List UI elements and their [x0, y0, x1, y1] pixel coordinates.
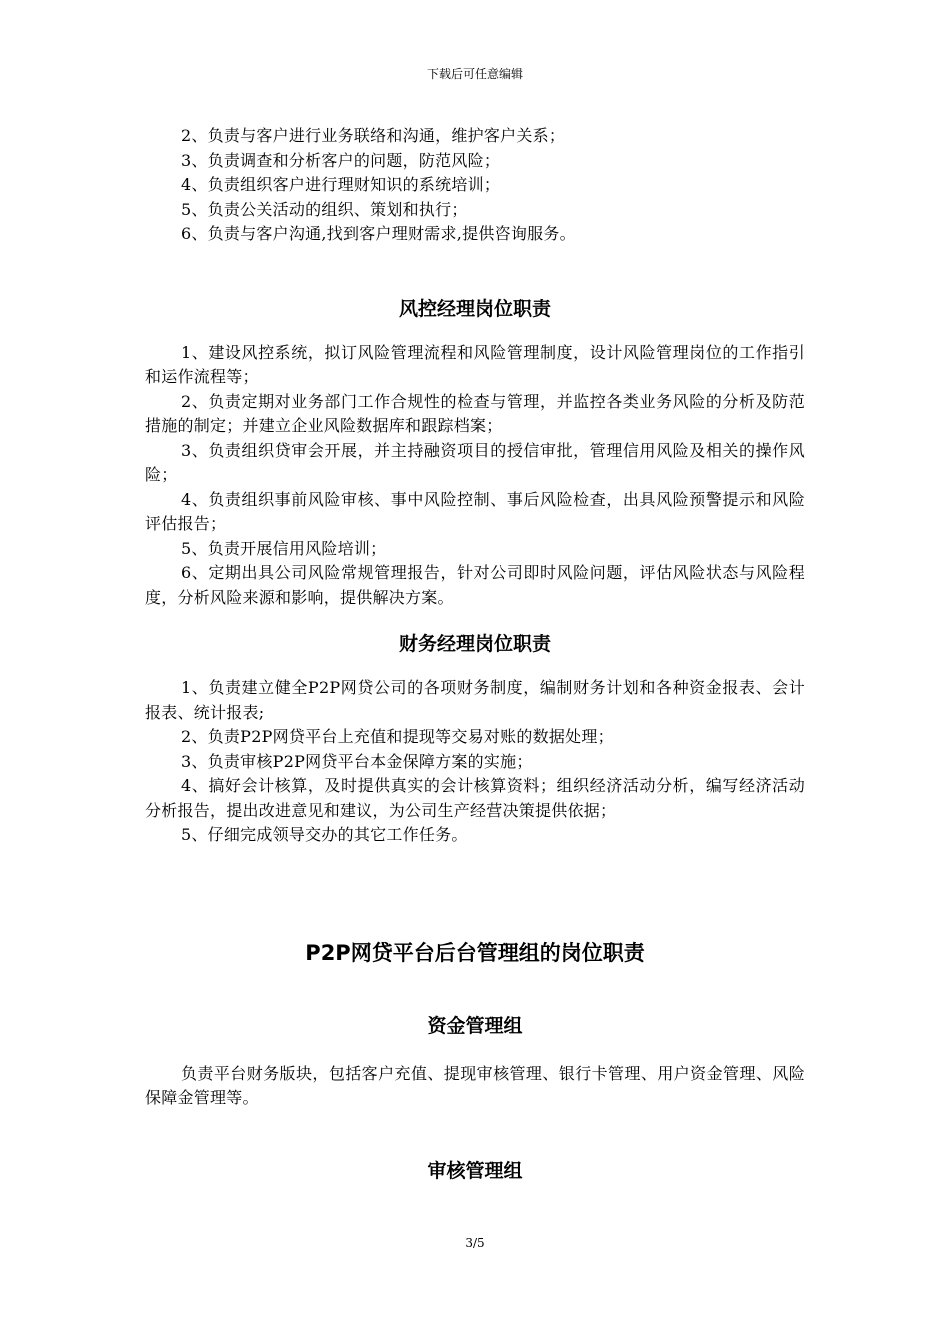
- intro-list: [145, 124, 805, 247]
- list-item: 5、负责开展信用风险培训；: [181, 538, 387, 558]
- finance-manager-title: 财务经理岗位职责: [398, 633, 551, 655]
- list-item: 6、负责与客户沟通,找到客户理财需求,提供咨询服务。: [181, 224, 576, 243]
- funds-group-description: 负责平台财务版块，包括客户充值、提现审核管理、银行卡管理、用户资金管理、风险保障金管理等。: [145, 1063, 805, 1107]
- funds-group-title: 资金管理组: [427, 1014, 523, 1037]
- list-item: 5、仔细完成领导交办的其它工作任务。: [181, 825, 468, 844]
- page-number: 3/5: [465, 1236, 485, 1250]
- page-header: 下载后可任意编辑: [426, 67, 523, 81]
- list-item: 3、负责调查和分析客户的问题，防范风险；: [181, 150, 501, 170]
- list-item: 4、负责组织事前风险审核、事中风险控制、事后风险检查，出具风险预警提示和风险评估报告；: [145, 489, 805, 533]
- list-item: 2、负责P2P网贷平台上充值和提现等交易对账的数据处理；: [181, 727, 614, 746]
- finance-manager-list: [145, 676, 805, 848]
- list-item: 6、定期出具公司风险常规管理报告，针对公司即时风险问题，评估风险状态与风险程度，分析风险来源和影响，提供解决方案。: [145, 563, 805, 607]
- audit-group-title: 审核管理组: [427, 1159, 523, 1182]
- risk-manager-title: 风控经理岗位职责: [398, 297, 551, 320]
- list-item: 4、搞好会计核算，及时提供真实的会计核算资料；组织经济活动分析，编写经济活动分析报告，提出改进意见和建议，为公司生产经营决策提供依据；: [145, 776, 805, 820]
- list-item: 1、建设风控系统，拟订风险管理流程和风险管理制度，设计风险管理岗位的工作指引和运作流程等；: [145, 342, 805, 386]
- backend-section-title: P2P网贷平台后台管理组的岗位职责: [305, 940, 645, 965]
- list-item: 5、负责公关活动的组织、策划和执行；: [181, 199, 468, 219]
- list-item: 2、负责定期对业务部门工作合规性的检查与管理，并监控各类业务风险的分析及防范措施的制定；并建立企业风险数据库和跟踪档案；: [145, 391, 805, 435]
- list-item: 1、负责建立健全P2P网贷公司的各项财务制度，编制财务计划和各种资金报表、会计报表、统计报表;: [145, 678, 805, 722]
- risk-manager-list: [145, 341, 805, 611]
- document-body: [145, 124, 805, 1185]
- list-item: 2、负责与客户进行业务联络和沟通，维护客户关系；: [181, 126, 566, 145]
- list-item: 4、负责组织客户进行理财知识的系统培训；: [181, 175, 501, 194]
- list-item: 3、负责组织贷审会开展，并主持融资项目的授信审批，管理信用风险及相关的操作风险；: [145, 440, 805, 484]
- list-item: 3、负责审核P2P网贷平台本金保障方案的实施；: [181, 751, 533, 771]
